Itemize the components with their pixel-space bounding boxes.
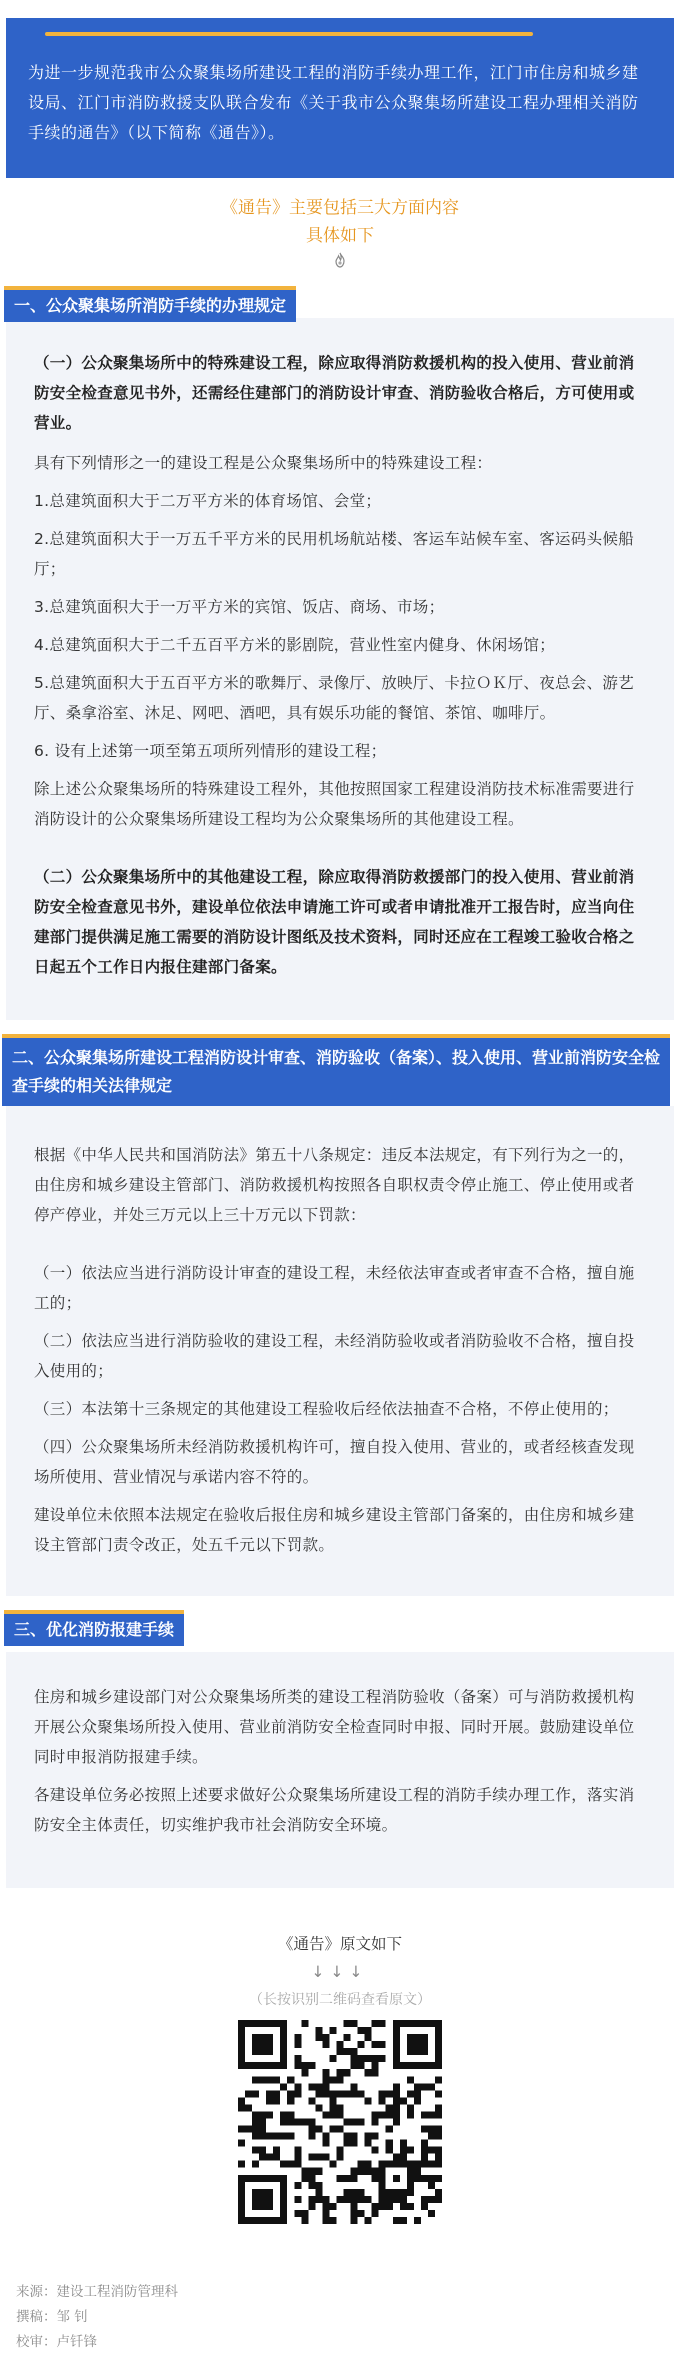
- summary-line-2: 具体如下: [306, 226, 374, 246]
- original-document: [0, 1930, 680, 2224]
- section-1-para-1: （一）公众聚集场所中的特殊建设工程，除应取得消防救援机构的投入使用、营业前消防安全检查意见书外，还需经住建部门的消防设计审查、消防验收合格后，方可使用或营业。: [34, 354, 635, 432]
- credits: [0, 2280, 680, 2355]
- section-1-title: 一、公众聚集场所消防手续的办理规定: [4, 286, 296, 322]
- section-3-body: [6, 1652, 674, 1888]
- intro-box: [6, 18, 674, 178]
- section-2-body: [6, 1106, 674, 1596]
- list-item: 1.总建筑面积大于二万平方米的体育场馆、会堂；: [34, 492, 382, 510]
- section-2: [0, 1034, 680, 1596]
- section-1-para-4: （二）公众聚集场所中的其他建设工程，除应取得消防救援部门的投入使用、营业前消防安全检查意见书外，建设单位依法申请施工许可或者申请批准开工报告时，应当向住建部门提供满足施工需要的消防设计图纸及技术资料，同时还应在工程竣工验收合格之日起五个工作日内报住建部门备案。: [34, 868, 635, 976]
- section-3-para-2: 各建设单位务必按照上述要求做好公众聚集场所建设工程的消防手续办理工作，落实消防安全主体责任，切实维护我市社会消防安全环境。: [34, 1786, 635, 1834]
- list-item: （一）依法应当进行消防设计审查的建设工程，未经依法审查或者审查不合格，擅自施工的；: [34, 1264, 635, 1312]
- summary-line-1: 《通告》主要包括三大方面内容: [221, 198, 459, 218]
- section-3-para-1: 住房和城乡建设部门对公众聚集场所类的建设工程消防验收（备案）可与消防救援机构开展公众聚集场所投入使用、营业前消防安全检查同时申报、同时开展。鼓励建设单位同时申报消防报建手续。: [34, 1688, 635, 1766]
- list-item: 6. 设有上述第一项至第五项所列情形的建设工程；: [34, 742, 387, 760]
- section-2-title: 二、公众聚集场所建设工程消防设计审查、消防验收（备案）、投入使用、营业前消防安全检查手续的相关法律规定: [2, 1034, 670, 1106]
- list-item: 2.总建筑面积大于一万五千平方米的民用机场航站楼、客运车站候车室、客运码头候船厅；: [34, 530, 634, 578]
- qr-code[interactable]: [238, 2020, 442, 2224]
- list-item: 3.总建筑面积大于一万平方米的宾馆、饭店、商场、市场；: [34, 598, 445, 616]
- intro-text: 为进一步规范我市公众聚集场所建设工程的消防手续办理工作，江门市住房和城乡建设局、江门市消防救援支队联合发布《关于我市公众聚集场所建设工程办理相关消防手续的通告》（以下简称《通告》）。: [28, 63, 639, 142]
- intro-section: [0, 18, 680, 178]
- list-item: （二）依法应当进行消防验收的建设工程，未经消防验收或者消防验收不合格，擅自投入使用的；: [34, 1332, 635, 1380]
- credit-proofreader: 校审：卢钎锋: [16, 2334, 97, 2350]
- section-2-para-2: 建设单位未依照本法规定在验收后报住房和城乡建设主管部门备案的，由住房和城乡建设主管部门责令改正，处五千元以下罚款。: [34, 1506, 635, 1554]
- arrows-down-icon: ↓↓↓: [311, 1963, 369, 1981]
- section-1-para-2: 具有下列情形之一的建设工程是公众聚集场所中的特殊建设工程：: [34, 454, 493, 472]
- flame-icon: [334, 252, 346, 268]
- summary: [0, 194, 680, 268]
- section-3: [0, 1610, 680, 1888]
- section-1-body: [6, 318, 674, 1020]
- section-1-para-3: 除上述公众聚集场所的特殊建设工程外，其他按照国家工程建设消防技术标准需要进行消防设计的公众聚集场所建设工程均为公众聚集场所的其他建设工程。: [34, 780, 635, 828]
- section-1: [0, 286, 680, 1020]
- original-label: 《通告》原文如下: [277, 1935, 402, 1953]
- list-item: （四）公众聚集场所未经消防救援机构许可，擅自投入使用、营业的，或者经核查发现场所使用、营业情况与承诺内容不符的。: [34, 1438, 635, 1486]
- section-2-para-1: 根据《中华人民共和国消防法》第五十八条规定：违反本法规定，有下列行为之一的，由住房和城乡建设主管部门、消防救援机构按照各自职权责令停止施工、停止使用或者停产停业，并处三万元以上三十万元以下罚款：: [34, 1146, 635, 1224]
- credit-author: 撰稿：邹 钊: [16, 2309, 88, 2325]
- list-item: （三）本法第十三条规定的其他建设工程验收后经依法抽查不合格，不停止使用的；: [34, 1400, 619, 1418]
- list-item: 4.总建筑面积大于二千五百平方米的影剧院，营业性室内健身、休闲场馆；: [34, 636, 555, 654]
- intro-accent-line: [45, 32, 533, 36]
- qr-hint: （长按识别二维码查看原文）: [249, 1992, 431, 2008]
- article: [0, 18, 680, 2371]
- list-item: 5.总建筑面积大于五百平方米的歌舞厅、录像厅、放映厅、卡拉ＯＫ厅、夜总会、游艺厅、桑拿浴室、沐足、网吧、酒吧，具有娱乐功能的餐馆、茶馆、咖啡厅。: [34, 674, 634, 722]
- section-3-title: 三、优化消防报建手续: [4, 1610, 184, 1646]
- credit-source: 来源：建设工程消防管理科: [16, 2284, 178, 2300]
